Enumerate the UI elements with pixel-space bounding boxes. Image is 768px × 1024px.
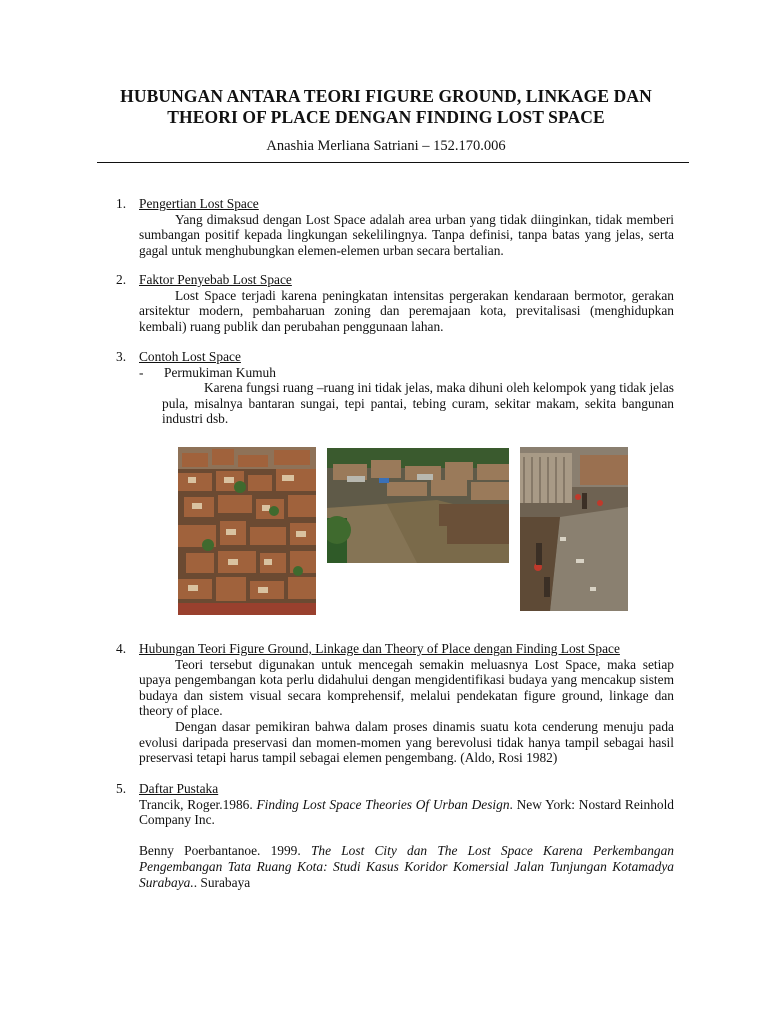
reference-title: The Lost City dan The Lost Space Karena Perkembangan Pengembangan Tata Ruang Kota: Studi Kasus Koridor Komersial Jalan Tunjungan Kotamadya Surabaya. [139, 843, 675, 890]
section-number: 4. [116, 641, 127, 656]
author-line: Anashia Merliana Satriani – 152.170.006 [266, 138, 506, 154]
header-divider [97, 162, 689, 163]
title-line-1: HUBUNGAN ANTARA TEORI FIGURE GROUND, LINKAGE DAN [120, 86, 652, 106]
document-title [96, 86, 676, 128]
reference-publisher: . Surabaya [193, 874, 251, 890]
section-heading: Hubungan Teori Figure Ground, Linkage dan Theory of Place dengan Finding Lost Space [139, 641, 620, 656]
section-body [162, 380, 674, 427]
section-number: 3. [116, 349, 127, 364]
sub-heading: Permukiman Kumuh [164, 364, 276, 380]
section-body [139, 657, 674, 766]
reference-entry [139, 843, 674, 890]
photo-coastal-slum [520, 447, 628, 611]
section-3 [116, 349, 676, 429]
paragraph: Lost Space terjadi karena peningkatan intensitas pergerakan kendaraan bermotor, gerakan arsitektur modern, pembaharuan zoning dan peremajaan kota, previtalisasi (menghidupkan kembali) ruang publik dan perubahan penggunaan lahan. [139, 287, 674, 334]
reference-title: Finding Lost Space Theories Of Urban Design [256, 796, 510, 812]
paragraph: Teori tersebut digunakan untuk mencegah semakin meluasnya Lost Space, maka setiap upaya pengembangan kota perlu didahului dengan mengidentifikasi budaya yang mencakup sistem budaya dan sistem visual secara komprehensif, melalui pendekatan figure ground, linkage dan theory of place. [139, 656, 674, 719]
reference-author: Trancik, Roger.1986. [139, 796, 257, 812]
section-heading: Daftar Pustaka [139, 781, 219, 796]
section-1 [116, 196, 676, 260]
section-4 [116, 641, 676, 767]
title-line-2: THEORI OF PLACE DENGAN FINDING LOST SPACE [167, 107, 605, 127]
section-heading: Faktor Penyebab Lost Space [139, 272, 292, 287]
section-heading: Contoh Lost Space [139, 349, 241, 364]
section-body [139, 288, 674, 335]
reference-list [139, 797, 674, 891]
section-number: 2. [116, 272, 127, 287]
paragraph: Dengan dasar pemikiran bahwa dalam proses dinamis suatu kota cenderung menuju pada evolusi daripada preservasi dan momen-momen yang berevolusi tidak hanya tampil sebagai hasil preservasi tetapi harus tampil sebagai elemen pengembang. (Aldo, Rosi 1982) [139, 718, 674, 766]
section-2 [116, 272, 676, 336]
section-heading: Pengertian Lost Space [139, 196, 259, 211]
section-5 [116, 781, 676, 893]
list-dash: - [139, 364, 144, 380]
photo-river-slum [327, 448, 509, 563]
section-number: 1. [116, 196, 127, 211]
paragraph: Yang dimaksud dengan Lost Space adalah area urban yang tidak diinginkan, tidak memberi sumbangan positif kepada lingkungan sekelilingnya. Tanpa definisi, tanpa batas yang jelas, serta gagal untuk menghubungkan elemen-elemen urban secara bertalian. [139, 211, 674, 258]
section-number: 5. [116, 781, 127, 796]
photo-hillside-slum [178, 447, 316, 615]
reference-publisher: . New York: Nostard Reinhold Company Inc. [139, 796, 674, 828]
reference-author: Benny Poerbantanoe. 1999. [139, 843, 311, 859]
section-body [139, 212, 674, 259]
paragraph: Karena fungsi ruang –ruang ini tidak jelas, maka dihuni oleh kelompok yang tidak jelas pula, misalnya bantaran sungai, tepi pantai, tebing curam, sekitar makam, sekita bangunan industri dsb. [162, 380, 674, 427]
reference-entry [139, 797, 674, 828]
